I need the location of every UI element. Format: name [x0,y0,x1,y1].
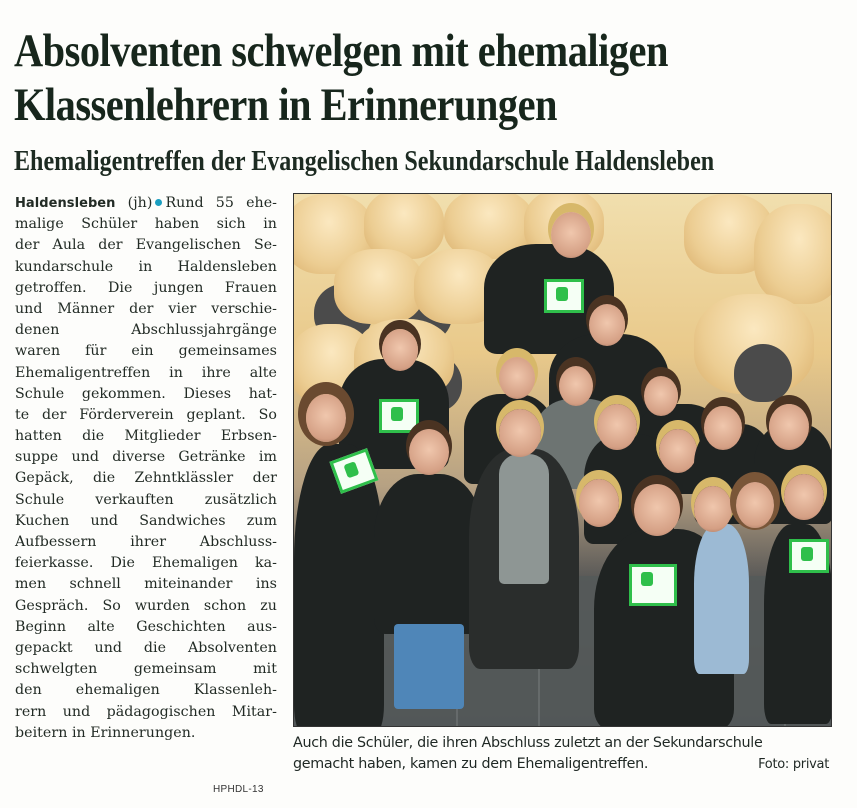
person-head [704,406,742,450]
body-line: schwelgten gemeinsam mit [15,661,277,678]
body-line: men schnell miteinander ins [15,576,277,593]
body-line: und Männer der vier verschie- [15,300,277,317]
body-line: feierkasse. Die Ehemaligen ka- [15,555,277,572]
body-line: Aufbessern ihrer Abschluss- [15,534,277,550]
person-head [694,486,732,532]
person [374,474,484,634]
exit-logo [544,279,584,313]
page-code: HPHDL-13 [213,784,264,795]
body-line: kundarschule in Haldensleben [15,258,277,275]
dateline: Haldensleben [15,196,116,211]
jeans [394,624,464,709]
person-head [589,304,625,346]
body-line: malige Schüler haben sich in [15,216,277,233]
body-line: Ehemaligentreffen in ihre alte [15,364,277,381]
group-photo [293,193,832,727]
person-head [409,429,449,475]
person [694,524,749,674]
body-line: Schule verkauften zusätzlich [15,491,277,508]
bullet-icon [155,199,162,206]
body-line: der Aula der Evangelischen Se- [15,237,277,254]
caption-line-1: Auch die Schüler, die ihren Abschluss zuletzt an der Sekundarschule [293,735,763,751]
body-line: Gepäck, die Zehntklässler der [15,470,277,487]
body-line: getroffen. Die jungen Frauen [15,279,277,296]
body-line: Schule gekommen. Dieses hat- [15,385,277,402]
headline-line-1: Absolventen schwelgen mit ehemaligen [14,25,668,77]
photo-caption [293,733,833,775]
chair-leg [734,344,792,402]
chair [334,249,424,324]
body-line: Kuchen und Sandwiches zum [15,512,277,529]
body-line-first: Haldensleben (jh) Rund 55 ehe- [15,195,278,211]
person-head [499,409,541,457]
person-head [736,482,774,528]
caption-line-2: gemacht haben, kamen zu dem Ehemaligentreffen. [293,756,649,772]
person-head [644,376,678,416]
body-line: suppe und diverse Getränke im [15,449,277,466]
body-line: den ehemaligen Klassenleh- [15,682,277,699]
body-line: rern und pädagogischen Mitar- [15,703,277,720]
person-head [597,404,637,450]
person-head [784,474,824,520]
person-head [551,212,591,258]
exit-logo [789,539,829,573]
person-head [559,366,593,406]
person-head [769,404,809,450]
person-head [634,484,680,536]
photo-credit: Foto: privat [758,757,829,772]
body-line: beitern in Erinnerungen. [15,724,196,741]
body-line: denen Abschlussjahrgänge [15,322,277,339]
person-head [579,479,619,527]
subheadline: Ehemaligentreffen der Evangelischen Sekundarschule Haldensleben [14,146,715,177]
headline-line-2: Klassenlehrern in Erinnerungen [14,79,557,131]
body-line: gepackt und die Absolventen [15,639,277,656]
body-line: hatten die Mitglieder Erbsen- [15,428,277,445]
person-head [659,429,697,473]
exit-logo [379,399,419,433]
person-head [499,357,535,399]
author-tag: (jh) [127,195,153,211]
person-head [382,329,418,371]
hoodie [499,454,549,584]
headline [14,24,728,132]
body-line: Beginn alte Geschichten aus- [15,618,277,635]
article-body [15,193,277,744]
chair [754,204,832,304]
exit-logo [629,564,677,606]
body-line: te der Förderverein geplant. So [15,406,277,423]
person-head [306,394,346,442]
body-line: Gespräch. So wurden schon zu [15,597,277,614]
body-line: waren für ein gemeinsames [15,343,277,360]
